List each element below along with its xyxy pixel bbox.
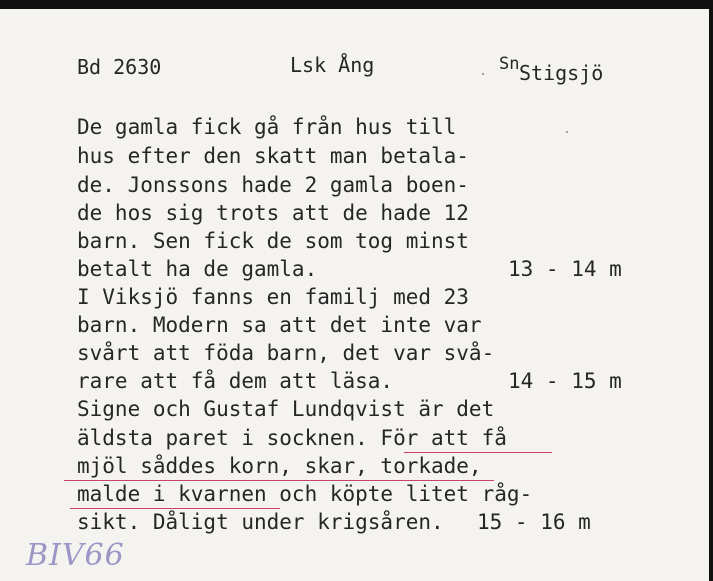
place-name: Stigsjö (519, 61, 604, 85)
text-line: De gamla fick gå från hus till (77, 115, 457, 139)
time-mark: 13 - 14 m (508, 257, 622, 281)
text-line: rare att få dem att läsa. (77, 369, 394, 393)
text-line: äldsta paret i socknen. För att få (77, 426, 507, 450)
parish-code: Lsk Ång (290, 53, 375, 77)
text-line: mjöl såddes korn, skar, torkade, (77, 454, 482, 478)
red-underline (70, 508, 280, 509)
place-prefix: Sn (499, 54, 520, 74)
scan-edge-top (0, 0, 713, 9)
text-line: betalt ha de gamla. (77, 257, 318, 281)
scan-edge-right (709, 0, 713, 581)
text-line: barn. Sen fick de som tog minst (77, 229, 469, 253)
time-mark: 14 - 15 m (508, 369, 622, 393)
card-reference: Bd 2630 (77, 55, 162, 79)
text-line: I Viksjö fanns en familj med 23 (77, 285, 469, 309)
ink-speck (566, 131, 568, 133)
ink-speck (482, 73, 484, 75)
text-line: hus efter den skatt man betala- (77, 144, 469, 168)
text-line: svårt att föda barn, det var svå- (77, 341, 495, 365)
text-line: de hos sig trots att de hade 12 (77, 201, 469, 225)
red-underline (404, 452, 552, 453)
text-line: malde i kvarnen och köpte litet råg- (77, 482, 533, 506)
handwritten-archive-mark: BIV66 (26, 538, 125, 573)
text-line: Signe och Gustaf Lundqvist är det (77, 397, 495, 421)
time-mark: 15 - 16 m (477, 510, 591, 534)
text-line: sikt. Dåligt under krigsåren. (77, 510, 444, 534)
text-line: barn. Modern sa att det inte var (77, 313, 482, 337)
red-underline (64, 480, 494, 481)
text-line: de. Jonssons hade 2 gamla boen- (77, 173, 469, 197)
